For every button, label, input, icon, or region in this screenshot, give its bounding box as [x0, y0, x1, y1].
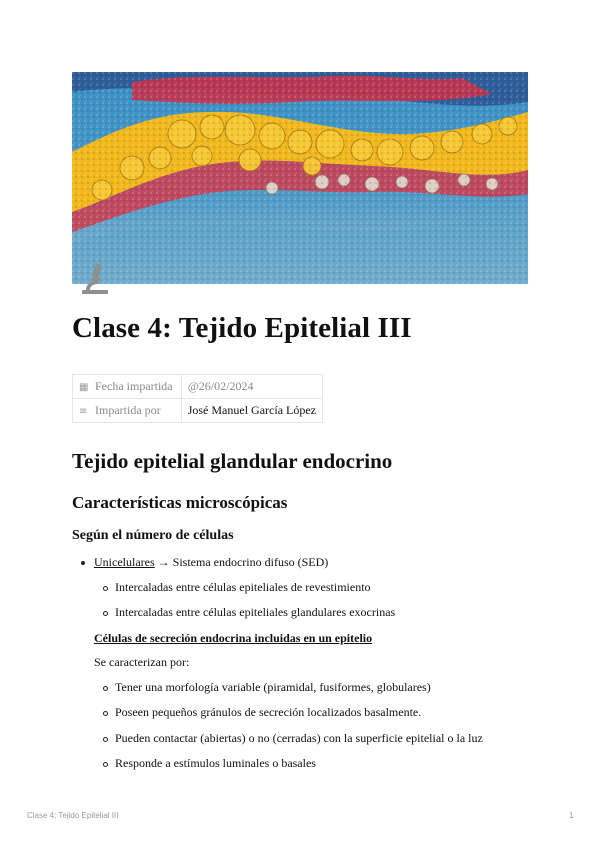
property-row — [73, 375, 323, 399]
property-value-date[interactable]: @26/02/2024 — [181, 375, 322, 399]
list-item: Pueden contactar (abiertas) o no (cerradas) con la superficie epitelial o la luz — [115, 731, 483, 745]
list-item: Tener una morfología variable (piramidal, fusiformes, globulares) — [115, 680, 431, 694]
intro-text: Se caracterizan por: — [94, 655, 190, 669]
calendar-icon: ▦ — [79, 382, 89, 393]
section-heading: Tejido epitelial glandular endocrino — [72, 449, 393, 473]
property-row — [73, 399, 323, 423]
term-link[interactable]: Unicelulares — [94, 555, 155, 569]
footer-title: Clase 4: Tejido Epitelial III — [27, 811, 119, 820]
property-key: ≡ Impartida por — [73, 399, 182, 423]
bullet-dot — [81, 561, 85, 565]
bullet-ring — [103, 737, 108, 742]
list-item: Poseen pequeños gránulos de secreción localizados basalmente. — [115, 705, 422, 719]
bullet-ring — [103, 686, 108, 691]
footer-page-number: 1 — [569, 811, 574, 820]
list-item: Responde a estímulos luminales o basales — [115, 756, 316, 770]
text-lines-icon: ≡ — [79, 406, 88, 417]
list-item: Intercaladas entre células epiteliales glandulares exocrinas — [115, 605, 396, 619]
page-title: Clase 4: Tejido Epitelial III — [72, 312, 412, 344]
cover-image — [72, 72, 528, 284]
list-item: Unicelulares → Sistema endocrino difuso (SED) — [94, 555, 329, 569]
bullet-ring — [103, 586, 108, 591]
underlined-subheading: Células de secreción endocrina incluidas en un epitelio — [94, 631, 373, 645]
property-key: ▦ Fecha impartida — [73, 375, 182, 399]
bullet-ring — [103, 711, 108, 716]
properties-table — [72, 374, 323, 423]
subsubsection-heading: Según el número de células — [72, 528, 234, 543]
microscope-icon — [80, 262, 112, 296]
subsection-heading: Características microscópicas — [72, 493, 288, 512]
bullet-ring — [103, 762, 108, 767]
bullet-ring — [103, 611, 108, 616]
list-item: Intercaladas entre células epiteliales de revestimiento — [115, 580, 371, 594]
property-value-teacher[interactable]: José Manuel García López — [181, 399, 322, 423]
